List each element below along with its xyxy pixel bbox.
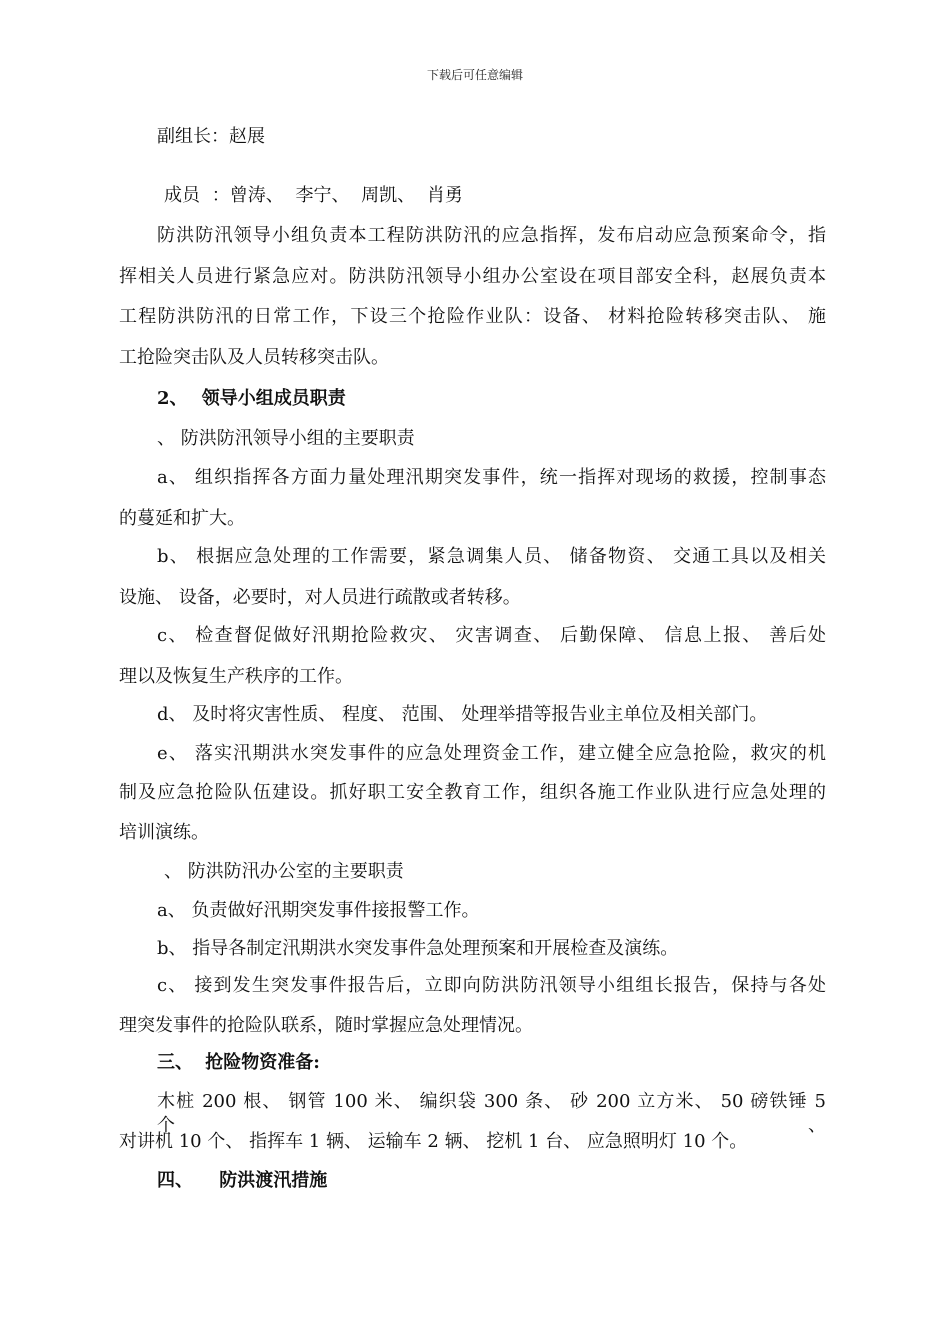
paragraph-line: 挥相关人员进行紧急应对。防洪防汛领导小组办公室设在项目部安全科，赵展负责本 [119,266,826,287]
materials-line: 木桩 200 根、 钢管 100 米、 编织袋 300 条、 砂 200 立方米、 50 磅铁锤 5 个、 [157,1091,826,1136]
list-item: d、 及时将灾害性质、 程度、 范围、 处理举措等报告业主单位及相关部门。 [157,704,768,725]
paragraph-line: 工程防洪防汛的日常工作，下设三个抢险作业队：设备、 材料抢险转移突击队、 施 [119,306,826,327]
materials-line: 对讲机 10 个、 指挥车 1 辆、 运输车 2 辆、 挖机 1 台、 应急照明灯 10 个。 [119,1131,748,1152]
paragraph-line: 防洪防汛领导小组负责本工程防洪防汛的应急指挥，发布启动应急预案命令，指 [157,225,826,246]
list-item: e、 落实汛期洪水突发事件的应急处理资金工作，建立健全应急抢险，救灾的机 [157,743,826,764]
list-item: b、 指导各制定汛期洪水突发事件急处理预案和开展检查及演练。 [157,938,679,959]
list-item: b、 根据应急处理的工作需要，紧急调集人员、 储备物资、 交通工具以及相关 [157,546,826,567]
list-item-continuation: 的蔓延和扩大。 [119,508,245,529]
section-heading: 四、 防洪渡汛措施 [157,1170,328,1191]
deputy-leader-line: 副组长：赵展 [157,126,265,147]
list-item: a、 负责做好汛期突发事件接报警工作。 [157,900,480,921]
list-item: c、 接到发生突发事件报告后，立即向防洪防汛领导小组组长报告，保持与各处 [157,975,826,996]
subsection-heading: 、 防洪防汛办公室的主要职责 [164,861,404,882]
section-heading: 2、 领导小组成员职责 [157,388,346,409]
page-header: 下载后可任意编辑 [426,68,523,82]
list-item-continuation: 培训演练。 [119,822,209,843]
members-line: 成员 ：曾涛、 李宁、 周凯、 肖勇 [164,185,463,206]
list-item: c、 检查督促做好汛期抢险救灾、 灾害调查、 后勤保障、 信息上报、 善后处 [157,625,826,646]
list-item: a、 组织指挥各方面力量处理汛期突发事件，统一指挥对现场的救援，控制事态 [157,467,826,488]
paragraph-line: 工抢险突击队及人员转移突击队。 [119,347,389,368]
section-heading: 三、 抢险物资准备: [157,1052,320,1073]
list-item-continuation: 制及应急抢险队伍建设。抓好职工安全教育工作，组织各施工作业队进行应急处理的 [119,782,826,803]
list-item-continuation: 设施、 设备，必要时，对人员进行疏散或者转移。 [119,587,521,608]
list-item-continuation: 理突发事件的抢险队联系，随时掌握应急处理情况。 [119,1015,533,1036]
subsection-heading: 、 防洪防汛领导小组的主要职责 [157,428,415,449]
list-item-continuation: 理以及恢复生产秩序的工作。 [119,666,353,687]
